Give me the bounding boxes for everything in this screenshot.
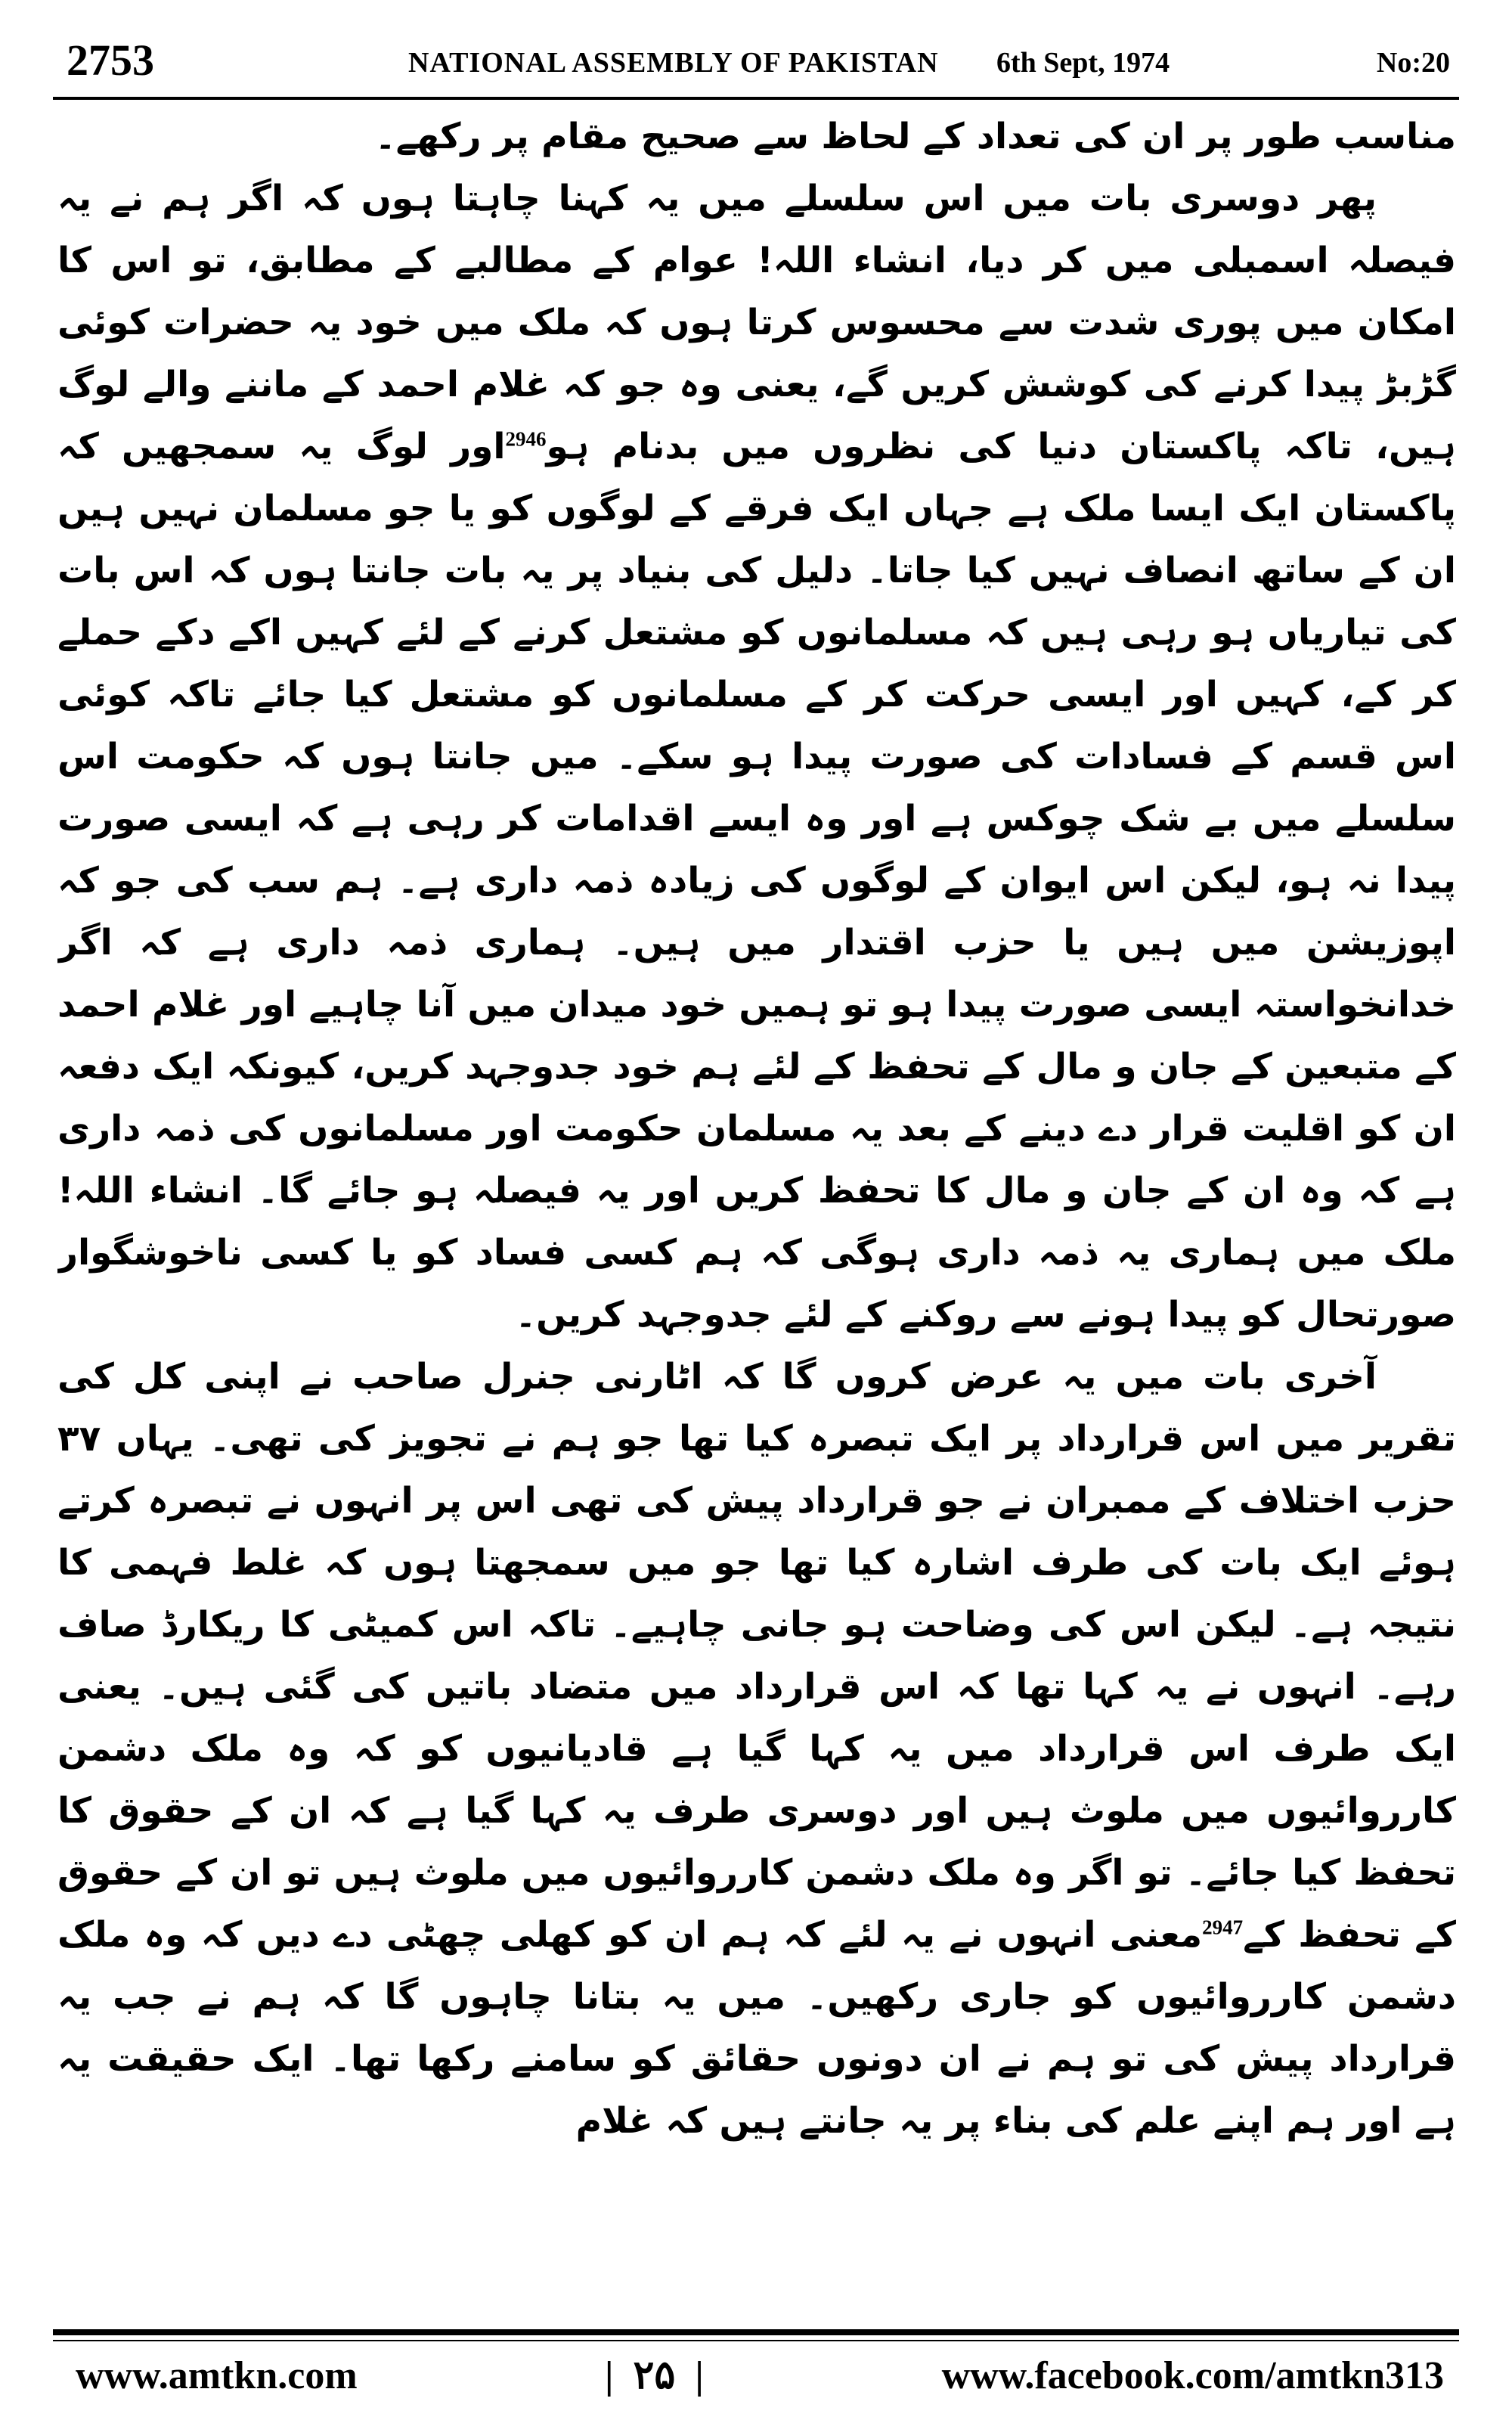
- paragraph-3-text-b: معنی انہوں نے یہ لئے کہ ہم ان کو کھلی چھٹی دے دیں کہ وہ ملک دشمن کارروائیوں کو جاری رکھیں۔ میں یہ بتانا چاہوں گا کہ ہم نے جب یہ قرارداد پیش کی تو ہم نے ان دونوں حقائق کو سامنے رکھا تھا۔ ایک حقیقت یہ ہے اور ہم اپنے علم کی بناء پر یہ جانتے ہیں کہ غلام: [57, 1914, 1456, 2142]
- page-header: [67, 30, 1450, 91]
- footer-separator-right: |: [695, 2354, 704, 2397]
- footer-divider-thick: [53, 2329, 1459, 2335]
- paragraph-2-text-a: پھر دوسری بات میں اس سلسلے میں یہ کہنا چاہتا ہوں کہ اگر ہم نے یہ فیصلہ اسمبلی میں کر دیا، انشاء اللہ! عوام کے مطالبے کے مطابق، تو اس کا امکان میں پوری شدت سے محسوس کرتا ہوں کہ ملک میں خود یہ حضرات کوئی گڑبڑ پیدا کرنے کی کوشش کریں گے، یعنی وہ جو کہ غلام احمد کے ماننے والے لوگ ہیں، تاکہ پاکستان دنیا کی نظروں میں بدنام ہو: [57, 178, 1456, 467]
- footnote-marker-2947: 2947: [1202, 1916, 1244, 1939]
- paragraph-2: [57, 168, 1456, 1346]
- assembly-name: NATIONAL ASSEMBLY OF PAKISTAN: [408, 47, 939, 79]
- paragraph-3-text-a: آخری بات میں یہ عرض کروں گا کہ اٹارنی جنرل صاحب نے اپنی کل کی تقریر میں اس قرارداد پر ایک تبصرہ کیا تھا جو ہم نے تجویز کی تھی۔ یہاں ۳۷ حزب اختلاف کے ممبران نے جو قرارداد پیش کی تھی اس پر انہوں نے تبصرہ کرتے ہوئے ایک بات کی طرف اشارہ کیا تھا جو میں سمجھتا ہوں کہ غلط فہمی کا نتیجہ ہے۔ لیکن اس کی وضاحت ہو جانی چاہیے۔ تاکہ اس کمیٹی کا ریکارڈ صاف رہے۔ انہوں نے یہ کہا تھا کہ اس قرارداد میں متضاد باتیں کی گئی ہیں۔ یعنی ایک طرف اس قرارداد میں یہ کہا گیا ہے قادیانیوں کو کہ وہ ملک دشمن کارروائیوں میں ملوث ہیں اور دوسری طرف یہ کہا گیا ہے کہ ان کے حقوق کا تحفظ کیا جائے۔ تو اگر وہ ملک دشمن کارروائیوں میں ملوث ہیں تو ان کے حقوق کے تحفظ کے: [57, 1356, 1456, 1956]
- issue-number: No:20: [1376, 47, 1450, 79]
- page-number: 2753: [67, 36, 154, 85]
- paragraph-1: مناسب طور پر ان کی تعداد کے لحاظ سے صحیح مقام پر رکھے۔: [375, 116, 1456, 157]
- footnote-marker-2946: 2946: [505, 427, 547, 451]
- session-date: 6th Sept, 1974: [996, 47, 1170, 79]
- website-link[interactable]: www.amtkn.com: [76, 2354, 358, 2397]
- paragraph-3: [57, 1346, 1456, 2152]
- footer-separator-left: |: [605, 2354, 614, 2397]
- footer-divider-thin: [53, 2340, 1459, 2341]
- footer-page-urdu: ۲۵: [633, 2354, 676, 2397]
- document-body: [57, 106, 1456, 2261]
- footer-page-number: [605, 2346, 704, 2406]
- paragraph-2-text-b: اور لوگ یہ سمجھیں کہ پاکستان ایک ایسا ملک ہے جہاں ایک فرقے کے لوگوں کو یا جو مسلمان نہیں ہیں ان کے ساتھ انصاف نہیں کیا جاتا۔ دلیل کی بنیاد پر یہ بات جانتا ہوں کہ اس بات کی تیاریاں ہو رہی ہیں کہ مسلمانوں کو مشتعل کرنے کے لئے کہیں اکے دکے حملے کر کے، کہیں اور ایسی حرکت کر کے مسلمانوں کو مشتعل کیا جائے تاکہ کوئی اس قسم کے فسادات کی صورت پیدا ہو سکے۔ میں جانتا ہوں کہ حکومت اس سلسلے میں بے شک چوکس ہے اور وہ ایسے اقدامات کر رہی ہے کہ ایسی صورت پیدا نہ ہو، لیکن اس ایوان کے لوگوں کی زیادہ ذمہ داری ہے۔ ہم سب کی جو کہ اپوزیشن میں ہیں یا حزب اقتدار میں ہیں۔ ہماری ذمہ داری ہے کہ اگر خدانخواستہ ایسی صورت پیدا ہو تو ہمیں خود میدان میں آنا چاہیے اور غلام احمد کے متبعین کے جان و مال کے تحفظ کے لئے ہم خود جدوجہد کریں، کیونکہ ایک دفعہ ان کو اقلیت قرار دے دینے کے بعد یہ مسلمان حکومت اور مسلمانوں کی ذمہ داری ہے کہ وہ ان کے جان و مال کا تحفظ کریں اور یہ فیصلہ ہو جائے گا۔ انشاء اللہ! ملک میں ہماری یہ ذمہ داری ہوگی کہ ہم کسی فساد کو یا کسی ناخوشگوار صورتحال کو پیدا ہونے سے روکنے کے لئے جدوجہد کریں۔: [57, 426, 1456, 1336]
- page-footer: [76, 2346, 1444, 2406]
- header-divider: [53, 97, 1459, 100]
- facebook-link[interactable]: www.facebook.com/amtkn313: [941, 2354, 1444, 2397]
